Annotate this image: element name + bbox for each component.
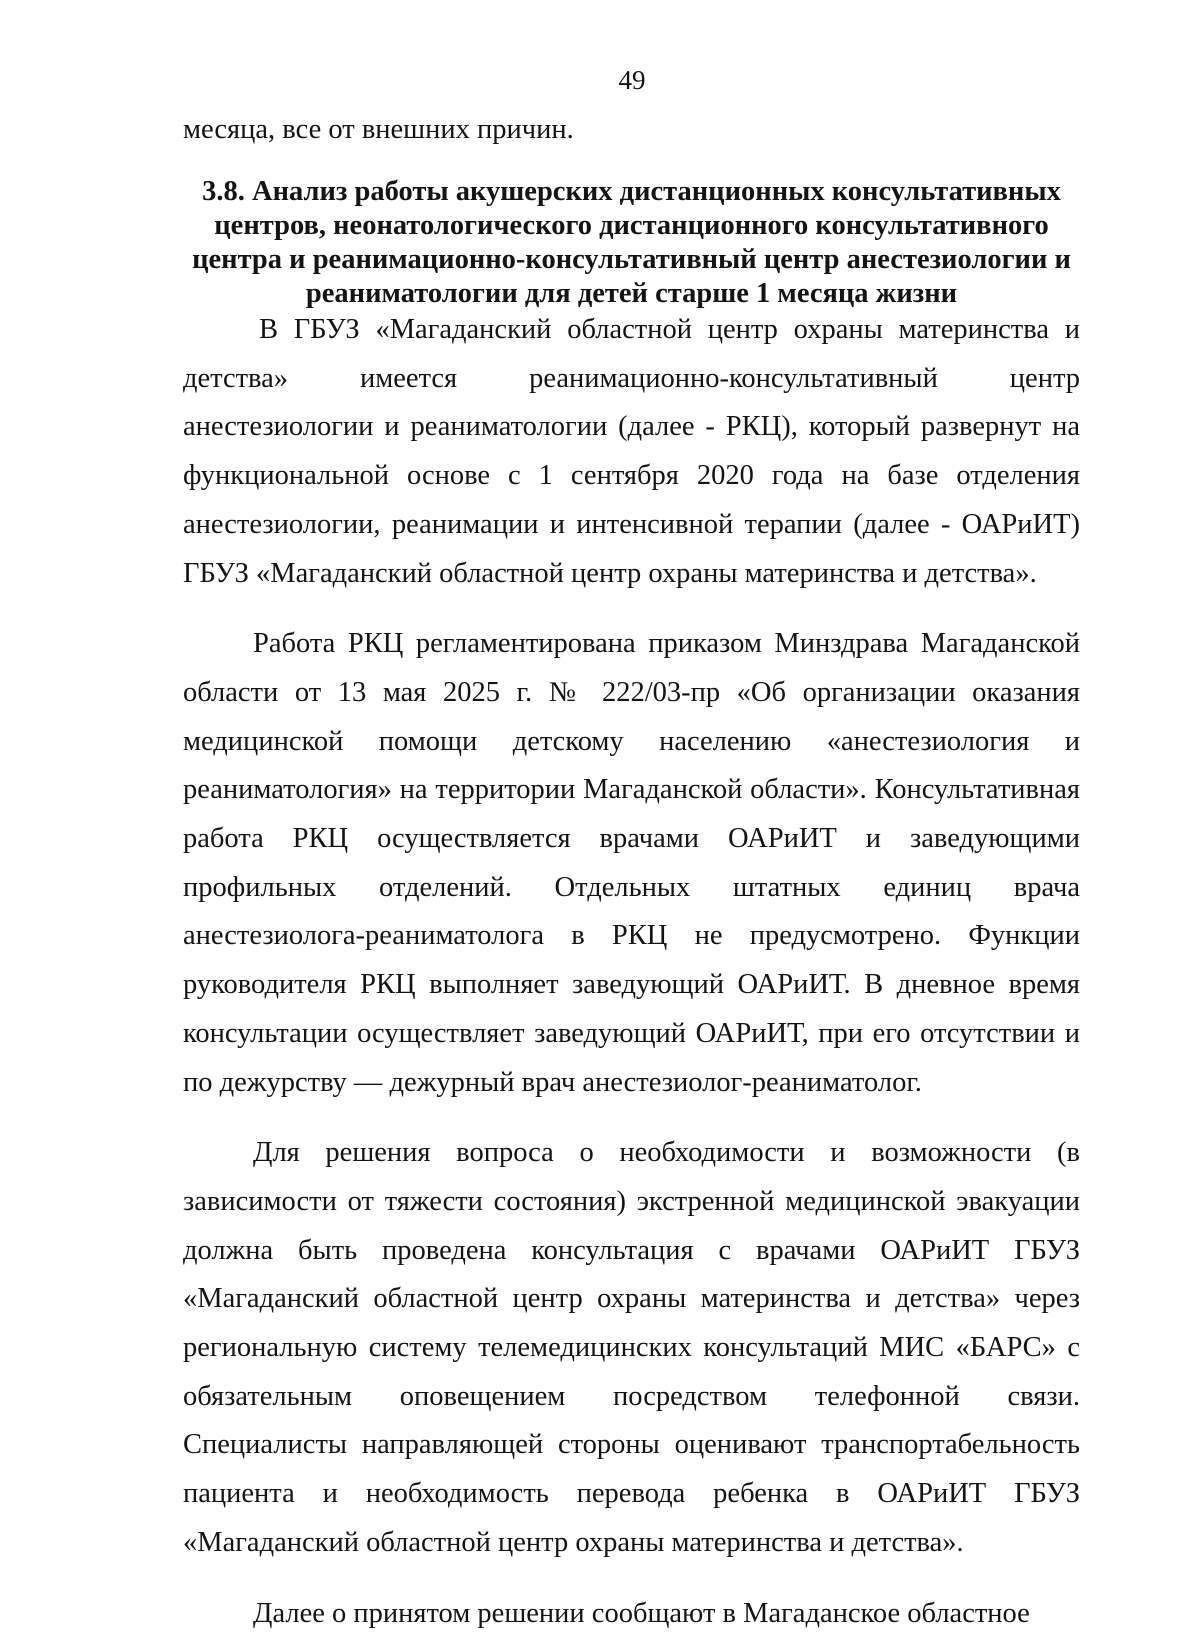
paragraph-evacuation-consultation: Для решения вопроса о необходимости и возможности (в зависимости от тяжести состояния) экстренной медицинской эвакуации должна быть проведена консультация с врачами ОАРиИТ ГБУЗ «Магаданский областной центр охраны материнства и детства» через региональную систему телемедицинских консультаций МИС «БАРС» с обязательным оповещением посредством телефонной связи. Специалисты направляющей стороны оценивают транспортабельность пациента и необходимость перевода ребенка в ОАРиИТ ГБУЗ «Магаданский областной центр охраны материнства и детства».: [183, 1137, 1080, 1558]
carry-over-line: месяца, все от внешних причин.: [183, 114, 574, 145]
paragraph-rkc-regulation: Работа РКЦ регламентирована приказом Минздрава Магаданской области от 13 мая 2025 г. № 222/03-пр «Об организации оказания медицинской помощи детскому населению «анестезиология и реаниматология» на территории Магаданской области». Консультативная работа РКЦ осуществляется врачами ОАРиИТ и заведующими профильных отделений. Отдельных штатных единиц врача анестезиолога-реаниматолога в РКЦ не предусмотрено. Функции руководителя РКЦ выполняет заведующий ОАРиИТ. В дневное время консультации осуществляет заведующий ОАРиИТ, при его отсутствии и по дежурству — дежурный врач анестезиолог-реаниматолог.: [183, 628, 1080, 1098]
body-text: [183, 306, 1080, 1638]
paragraph-decision-notification: Далее о принятом решении сообщают в Магаданское областное: [253, 1597, 1030, 1629]
section-heading: 3.8. Анализ работы акушерских дистанционных консультативных центров, неонатологического дистанционного консультативного центра и реанимационно-консультативный центр анестезиологии и реаниматологии для детей старше 1 месяца жизни: [192, 176, 1071, 309]
paragraph-rkc-overview: В ГБУЗ «Магаданский областной центр охраны материнства и детства» имеется реанимационно-консультативный центр анестезиологии и реаниматологии (далее - РКЦ), который развернут на функциональной основе с 1 сентября 2020 года на базе отделения анестезиологии, реанимации и интенсивной терапии (далее - ОАРиИТ) ГБУЗ «Магаданский областной центр охраны материнства и детства».: [183, 314, 1080, 589]
page-number: 49: [618, 65, 646, 95]
